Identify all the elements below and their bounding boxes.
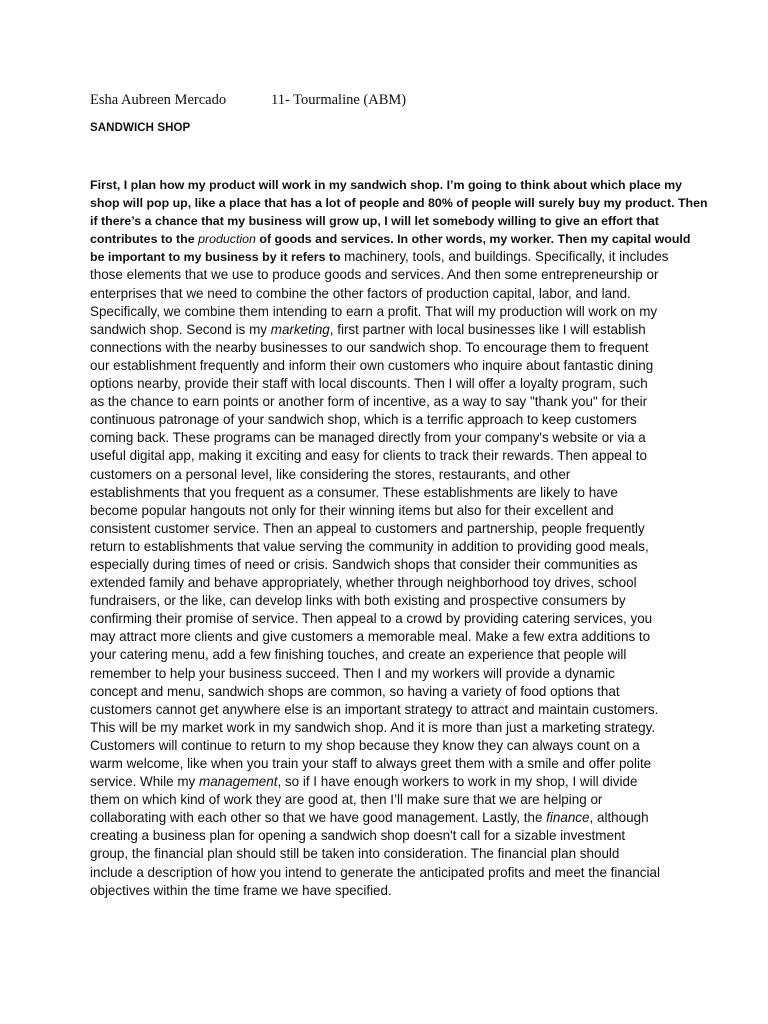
document-title: SANDWICH SHOP: [90, 122, 191, 134]
text-line: connections with the nearby businesses to our sandwich shop. To encourage them to frequent: [90, 339, 649, 355]
text-line: include a description of how you intend to generate the anticipated profits and meet the financial: [90, 864, 660, 880]
text-segment: contributes to the: [90, 232, 199, 247]
text-line: objectives within the time frame we have specified.: [90, 882, 392, 898]
text-line: those elements that we use to produce goods and services. And then some entrepreneurship or: [90, 267, 659, 283]
text-line: Customers will continue to return to my shop because they know they can always count on a: [90, 737, 640, 753]
text-line: confirming their promise of service. Then appeal to a crowd by providing catering services, you: [90, 611, 653, 627]
text-line: shop will pop up, like a place that has a lot of people and 80% of people will surely buy my product. Then: [90, 196, 708, 211]
text-line: consistent customer service. Then an appeal to customers and partnership, people frequently: [90, 520, 645, 536]
text-line: if there’s a chance that my business will grow up, I will let somebody willing to give an effort that: [90, 214, 659, 229]
text-line: may attract more clients and give customers a memorable meal. Make a few extra additions to: [90, 629, 651, 645]
text-line: options nearby, provide their staff with local discounts. Then I will offer a loyalty program, such: [90, 376, 648, 392]
text-segment: collaborating with each other so that we have good management. Lastly, the: [90, 810, 547, 826]
text-segment: of goods and services. In other words, my worker. Then my capital would: [255, 232, 691, 247]
text-line: warm welcome, like when you train your staff to always greet them with a smile and offer polite: [90, 756, 652, 771]
text-line: Specifically, we combine them intending to earn a profit. That will my production will work on my: [90, 303, 658, 319]
text-line: them on which kind of work they are good at, then I’ll make sure that we are helping or: [90, 792, 603, 808]
text-line: [90, 230, 690, 248]
text-line: [90, 248, 690, 266]
text-line: become popular hangouts not only for their winning items but also for their excellent and: [90, 502, 614, 518]
essay-body: [90, 176, 708, 900]
text-line: establishments that you frequent as a consumer. These establishments are likely to have: [90, 484, 618, 500]
emphasis-management: management: [199, 774, 278, 790]
text-line: extended family and behave appropriately, whether through neighborhood toy drives, school: [90, 575, 637, 591]
text-line: customers on a personal level, like considering the stores, restaurants, and other: [90, 466, 571, 482]
text-line: [90, 809, 690, 827]
text-line: your catering menu, add a few finishing touches, and create an experience that people will: [90, 647, 627, 663]
text-line: [90, 773, 690, 791]
text-line: return to establishments that value serving the community in addition to providing good meals,: [90, 538, 649, 554]
text-line: especially during times of need or crisis. Sandwich shops that consider their communities as: [90, 556, 638, 572]
text-segment: , so if I have enough workers to work in my shop, I will divide: [277, 774, 638, 790]
text-line: fundraisers, or the like, can develop links with both existing and prospective consumers by: [90, 593, 626, 609]
text-line: concept and menu, sandwich shops are common, so having a variety of food options that: [90, 683, 620, 699]
class-section: 11- Tourmaline (ABM): [271, 92, 407, 108]
text-line: First, I plan how my product will work in my sandwich shop. I’m going to think about which place my: [90, 178, 683, 192]
text-line: customers cannot get anywhere else is an important strategy to attract and maintain customers.: [90, 701, 659, 717]
text-line: group, the financial plan should still be taken into consideration. The financial plan should: [90, 846, 620, 862]
text-line: creating a business plan for opening a sandwich shop doesn't call for a sizable investment: [90, 828, 626, 844]
text-line: coming back. These programs can be managed directly from your company's website or via a: [90, 430, 646, 446]
emphasis-production: production: [198, 232, 256, 247]
document-header: [90, 92, 407, 109]
text-line: continuous patronage of your sandwich shop, which is a terrific approach to keep customers: [90, 412, 637, 428]
text-segment: be important to my business by it refers to: [90, 250, 345, 265]
author-name: Esha Aubreen Mercado: [90, 92, 227, 108]
text-line: our establishment frequently and inform their own customers who inquire about fantastic dining: [90, 357, 654, 373]
emphasis-finance: finance: [546, 810, 590, 826]
text-segment: , although: [589, 810, 649, 826]
emphasis-marketing: marketing: [270, 321, 330, 337]
text-line: as the chance to earn points or another form of incentive, as a way to say "thank you" for their: [90, 394, 648, 410]
text-segment: , first partner with local businesses like I will establish: [329, 321, 646, 337]
text-line: remember to help your business succeed. Then I and my workers will provide a dynamic: [90, 665, 615, 681]
text-line: enterprises that we need to combine the other factors of production capital, labor, and land.: [90, 285, 631, 301]
text-line: useful digital app, making it exciting and easy for clients to track their rewards. Then appeal to: [90, 448, 647, 464]
text-line: [90, 321, 690, 339]
text-segment: service. While my: [90, 774, 200, 790]
text-segment: machinery, tools, and buildings. Specifically, it includes: [344, 249, 669, 265]
text-line: This will be my market work in my sandwich shop. And it is more than just a marketing strategy.: [90, 719, 656, 735]
text-segment: sandwich shop. Second is my: [90, 321, 271, 337]
